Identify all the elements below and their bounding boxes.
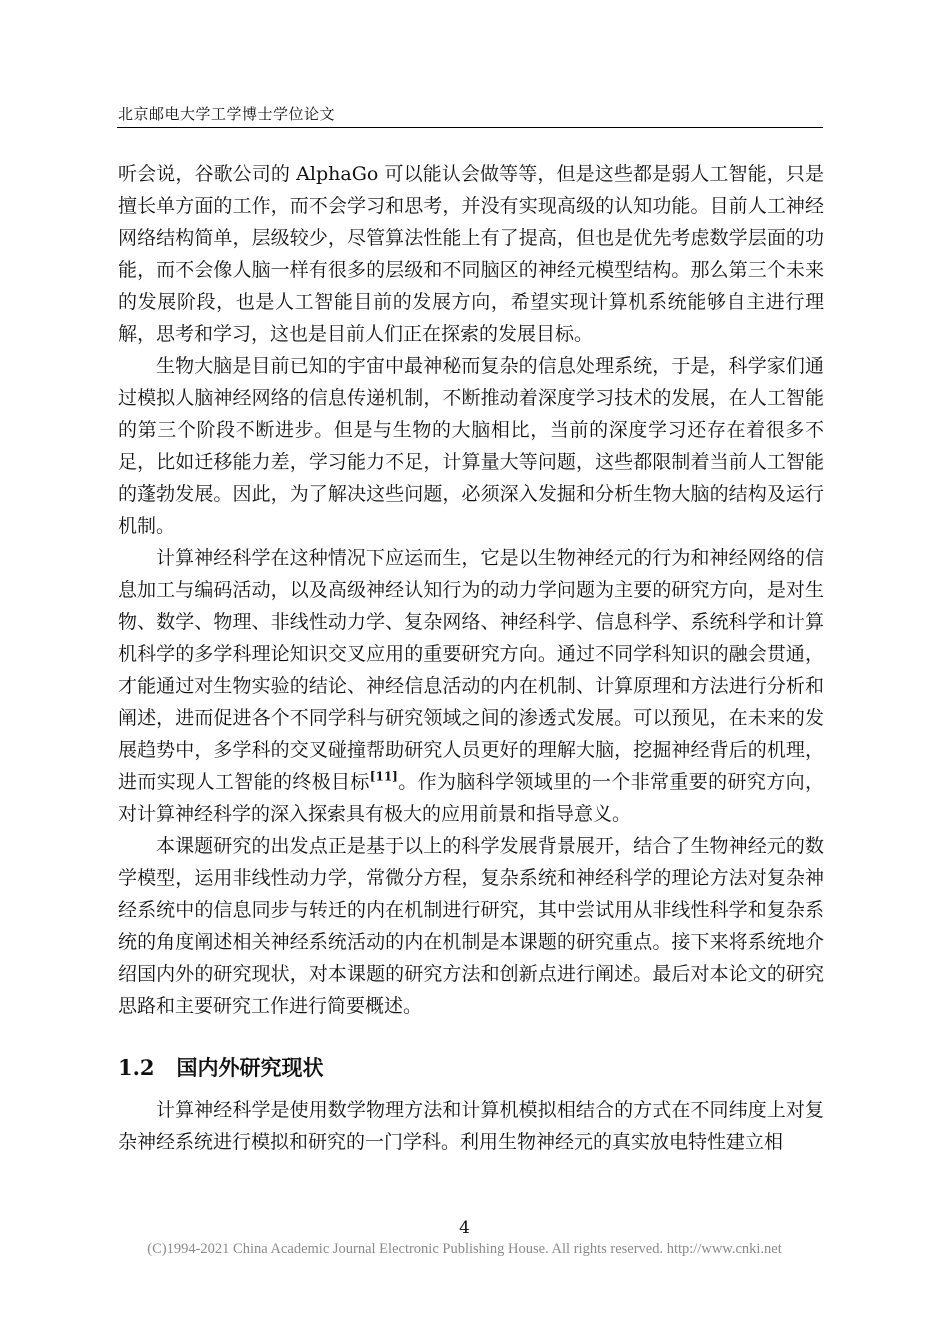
section-title: 国内外研究现状	[176, 1056, 324, 1080]
running-header: 北京邮电大学工学博士学位论文	[118, 105, 336, 123]
header-rule	[117, 127, 823, 128]
paragraph-3-text-a: 计算神经科学在这种情况下应运而生，它是以生物神经元的行为和神经网络的信息加工与编码活动，以及高级神经认知行为的动力学问题为主要的研究方向，是对生物、数学、物理、非线性动力学、复杂网络、神经科学、信息科学、系统科学和计算机科学的多学科理论知识交叉应用的重要研究方向。通过不同学科知识的融会贯通，才能通过对生物实验的结论、神经信息活动的内在机制、计算原理和方法进行分析和阐述，进而促进各个不同学科与研究领域之间的渗透式发展。可以预见，在未来的发展趋势中，多学科的交叉碰撞帮助研究人员更好的理解大脑，挖掘神经背后的机理，进而实现人工智能的终极目标	[118, 547, 824, 793]
page-number: 4	[459, 1218, 470, 1238]
section-number: 1.2	[118, 1055, 155, 1080]
paragraph-3-text-b: 。作为脑科学领域里的一个非常重要的研究方向，对计算神经科学的深入探索具有极大的应用前景和指导意义。	[118, 771, 824, 825]
paragraph-4: 本课题研究的出发点正是基于以上的科学发展背景展开，结合了生物神经元的数学模型，运用非线性动力学，常微分方程，复杂系统和神经科学的理论方法对复杂神经系统中的信息同步与转迁的内在机制进行研究，其中尝试用从非线性科学和复杂系统的角度阐述相关神经系统活动的内在机制是本课题的研究重点。接下来将系统地介绍国内外的研究现状，对本课题的研究方法和创新点进行阐述。最后对本论文的研究思路和主要研究工作进行简要概述。	[118, 835, 824, 1017]
paragraph-3	[118, 542, 824, 830]
paragraph-1: 听会说，谷歌公司的 AlphaGo 可以能认会做等等，但是这些都是弱人工智能，只是擅长单方面的工作，而不会学习和思考，并没有实现高级的认知功能。目前人工神经网络结构简单，层级较少，尽管算法性能上有了提高，但也是优先考虑数学层面的功能，而不会像人脑一样有很多的层级和不同脑区的神经元模型结构。那么第三个未来的发展阶段，也是人工智能目前的发展方向，希望实现计算机系统能够自主进行理解，思考和学习，这也是目前人们正在探索的发展目标。	[118, 163, 824, 345]
page-body	[118, 158, 824, 1158]
paragraph-2: 生物大脑是目前已知的宇宙中最神秘而复杂的信息处理系统，于是，科学家们通过模拟人脑神经网络的信息传递机制，不断推动着深度学习技术的发展，在人工智能的第三个阶段不断进步。但是与生物的大脑相比，当前的深度学习还存在着很多不足，比如迁移能力差，学习能力不足，计算量大等问题，这些都限制着当前人工智能的蓬勃发展。因此，为了解决这些问题，必须深入发掘和分析生物大脑的结构及运行机制。	[118, 355, 824, 537]
citation-11[interactable]: [11]	[369, 769, 398, 784]
paragraph-5: 计算神经科学是使用数学物理方法和计算机模拟相结合的方式在不同纬度上对复杂神经系统进行模拟和研究的一门学科。利用生物神经元的真实放电特性建立相	[118, 1099, 824, 1153]
section-heading	[118, 1052, 824, 1082]
copyright-notice: (C)1994-2021 China Academic Journal Electronic Publishing House. All rights reserved. http://www.cnki.net	[147, 1241, 782, 1257]
